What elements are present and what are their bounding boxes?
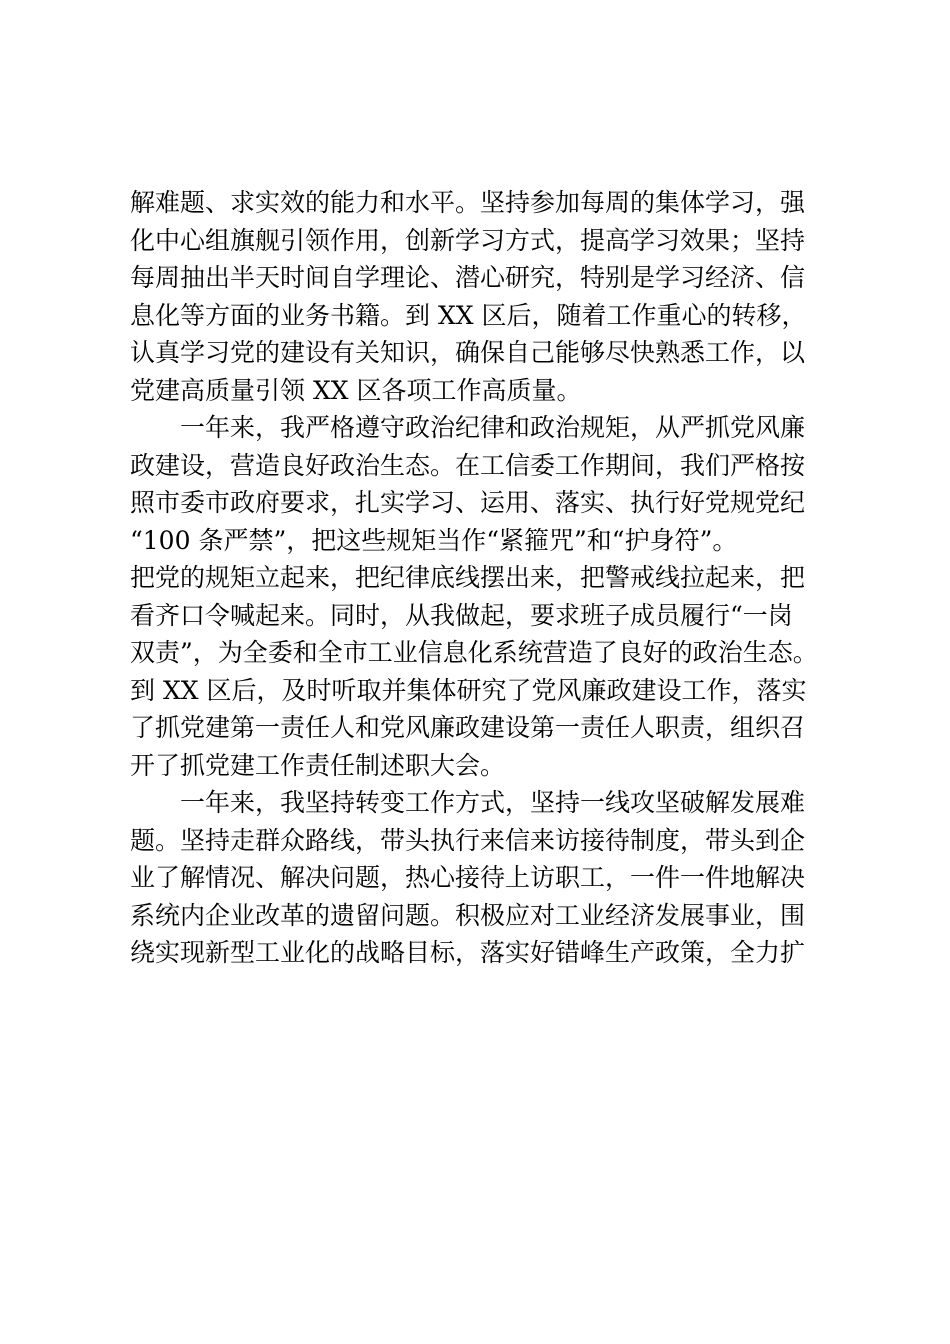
text-line: 看齐口令喊起来。同时，从我做起，要求班子成员履行“一岗 bbox=[130, 600, 793, 630]
text-line: 到 XX 区后，及时听取并集体研究了党风廉政建设工作，落实 bbox=[130, 675, 807, 705]
text-line: 照市委市政府要求，扎实学习、运用、落实、执行好党规党纪 bbox=[130, 488, 806, 517]
text-line: 把党的规矩立起来，把纪律底线摆出来，把警戒线拉起来，把 bbox=[130, 563, 806, 592]
text-line: 党建高质量引领 XX 区各项工作高质量。 bbox=[130, 375, 582, 405]
text-line: 开了抓党建工作责任制述职大会。 bbox=[130, 750, 506, 780]
text-line: “100 条严禁”，把这些规矩当作“紧箍咒”和“护身符”。 bbox=[130, 525, 738, 555]
text-line: 一年来，我严格遵守政治纪律和政治规矩，从严抓党风廉 bbox=[130, 413, 806, 442]
text-line: 题。坚持走群众路线，带头执行来信来访接待制度，带头到企 bbox=[130, 825, 806, 855]
body-text bbox=[130, 184, 830, 972]
text-line: 一年来，我坚持转变工作方式，坚持一线攻坚破解发展难 bbox=[130, 788, 806, 817]
text-line: 双责”，为全委和全市工业信息化系统营造了良好的政治生态。 bbox=[130, 638, 818, 667]
text-line: 解难题、求实效的能力和水平。坚持参加每周的集体学习，强 bbox=[130, 188, 806, 217]
text-line: 了抓党建第一责任人和党风廉政建设第一责任人职责，组织召 bbox=[130, 713, 806, 742]
text-line: 化中心组旗舰引领作用，创新学习方式，提高学习效果；坚持 bbox=[130, 225, 806, 255]
text-line: 每周抽出半天时间自学理论、潜心研究，特别是学习经济、信 bbox=[130, 263, 806, 292]
text-line: 业了解情况、解决问题，热心接待上访职工，一件一件地解决 bbox=[130, 863, 806, 892]
text-line: 绕实现新型工业化的战略目标，落实好错峰生产政策，全力扩 bbox=[130, 938, 806, 967]
text-line: 系统内企业改革的遗留问题。积极应对工业经济发展事业，围 bbox=[130, 900, 806, 930]
text-line: 认真学习党的建设有关知识，确保自己能够尽快熟悉工作，以 bbox=[130, 338, 806, 367]
text-line: 息化等方面的业务书籍。到 XX 区后，随着工作重心的转移， bbox=[130, 300, 807, 330]
text-line: 政建设，营造良好政治生态。在工信委工作期间，我们严格按 bbox=[130, 450, 806, 480]
